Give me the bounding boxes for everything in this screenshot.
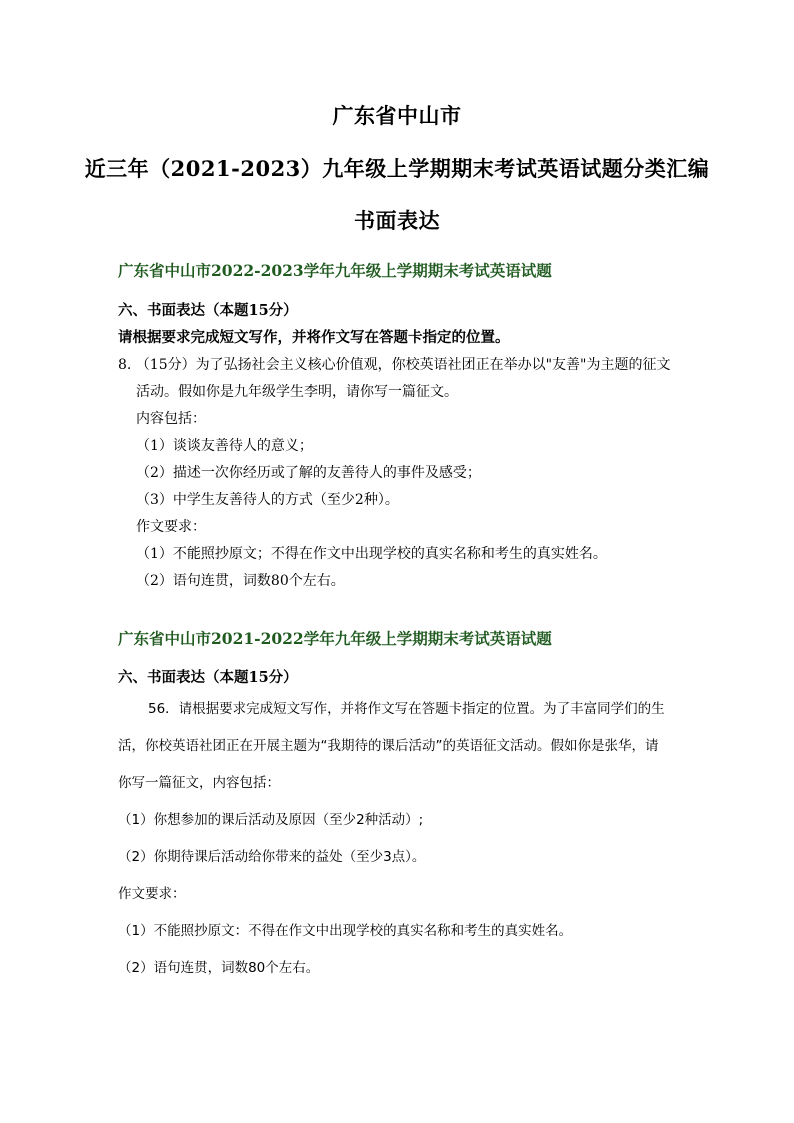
requirement-item-2: （2）语句连贯，词数80个左右。 [118, 960, 320, 976]
requirement-item-1: （1）不能照抄原文：不得在作文中出现学校的真实名称和考生的真实姓名。 [118, 923, 573, 939]
instruction-text: 请根据要求完成短文写作，并将作文写在答题卡指定的位置。 [118, 329, 510, 346]
requirements-label: 作文要求： [136, 519, 206, 535]
content-item-1: （1）你想参加的课后活动及原因（至少2种活动）; [118, 812, 424, 828]
part-title: 六、书面表达（本题15分） [118, 302, 298, 319]
section-heading-2021-2022: 广东省中山市2021-2022学年九年级上学期期末考试英语试题 [118, 629, 552, 648]
question-text-cont: 活动。假如你是九年级学生李明，请你写一篇征文。 [136, 384, 458, 400]
content-item-3: （3）中学生友善待人的方式（至少2种）。 [136, 492, 399, 508]
section-heading-2022-2023: 广东省中山市2022-2023学年九年级上学期期末考试英语试题 [118, 261, 552, 280]
question-text-cont: 活，你校英语社团正在开展主题为“我期待的课后活动”的英语征文活动。假如你是张华，请 [118, 738, 659, 754]
question-text-cont: 你写一篇征文，内容包括： [118, 775, 280, 791]
question-text: 8. （15分）为了弘扬社会主义核心价值观，你校英语社团正在举办以"友善"为主题的征文 [118, 357, 671, 373]
content-label: 内容包括： [136, 411, 206, 427]
document-title-main: 近三年（2021-2023）九年级上学期期末考试英语试题分类汇编 [84, 156, 710, 181]
document-title-topic: 书面表达 [354, 208, 440, 233]
content-item-2: （2）描述一次你经历或了解的友善待人的事件及感受； [136, 465, 481, 481]
part-title: 六、书面表达（本题15分） [118, 669, 298, 686]
document-title-region: 广东省中山市 [332, 103, 462, 128]
requirement-item-1: （1）不能照抄原文；不得在作文中出现学校的真实名称和考生的真实姓名。 [136, 546, 607, 562]
content-item-1: （1）谈谈友善待人的意义； [136, 438, 313, 454]
question-text: 56．请根据要求完成短文写作，并将作文写在答题卡指定的位置。为了丰富同学们的生 [148, 701, 665, 717]
requirements-label: 作文要求： [118, 886, 186, 902]
content-item-2: （2）你期待课后活动给你带来的益处（至少3点）。 [118, 849, 426, 865]
requirement-item-2: （2）语句连贯，词数80个左右。 [136, 573, 345, 589]
